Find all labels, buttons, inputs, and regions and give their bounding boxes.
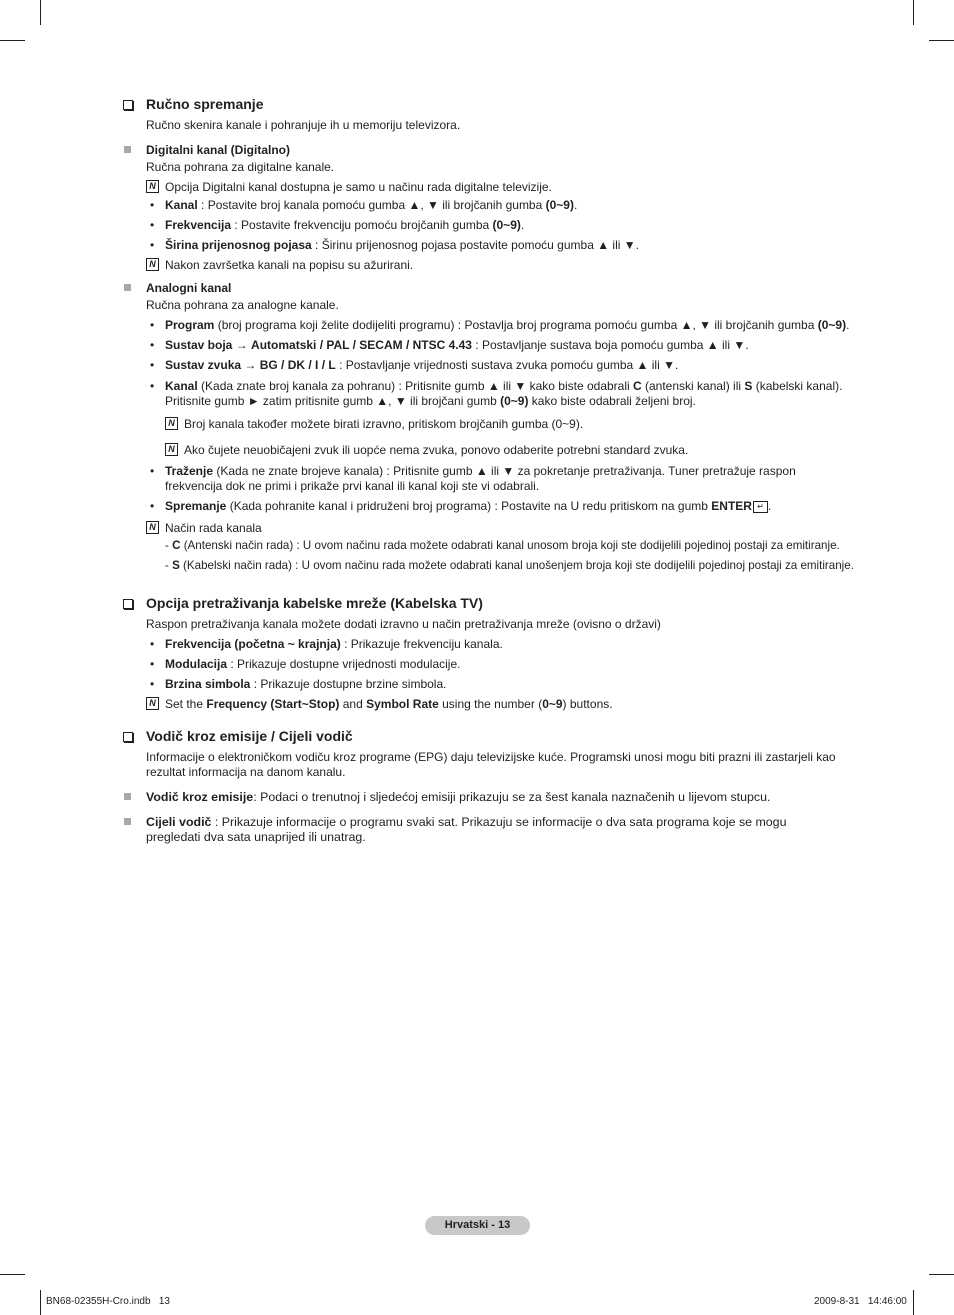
section-intro: Informacije o elektroničkom vodiču kroz programe (EPG) daju televizijske kuće. Programski unosi mogu biti prazni ili zastarjeli kao rezultat informacija na danom kanalu. xyxy=(146,750,836,779)
note-text: Način rada kanala xyxy=(165,521,262,535)
dash-item: - S (Kabelski način rada) : U ovom načinu rada možete odabrati kanal unošenjem broja koji ste dodijelili pojedinoj postaji za emitiranje. xyxy=(165,559,854,572)
crop-mark xyxy=(913,1290,914,1315)
list-item: Frekvencija : Postavite frekvenciju pomoću brojčanih gumba (0~9). xyxy=(165,218,525,232)
bullet: • xyxy=(150,499,155,513)
crop-mark xyxy=(40,1290,41,1315)
enter-icon: ↵ xyxy=(753,501,768,513)
list-item: Brzina simbola : Prikazuje dostupne brzine simbola. xyxy=(165,677,447,691)
subsection-heading: Digitalni kanal (Digitalno) xyxy=(146,143,291,157)
note-icon: N xyxy=(146,697,159,710)
square-bullet-icon xyxy=(124,284,131,291)
crop-mark xyxy=(929,1274,954,1275)
bullet: • xyxy=(150,464,155,478)
bullet: • xyxy=(150,218,155,232)
bullet: • xyxy=(150,637,155,651)
note-icon: N xyxy=(146,180,159,193)
subsection-desc: Ručna pohrana za digitalne kanale. xyxy=(146,160,335,174)
subsection-heading: Analogni kanal xyxy=(146,281,232,295)
crop-mark xyxy=(0,40,25,41)
note-icon: N xyxy=(165,417,178,430)
list-item: Modulacija : Prikazuje dostupne vrijednosti modulacije. xyxy=(165,657,461,671)
section-title: Ručno spremanje xyxy=(146,96,264,112)
bullet: • xyxy=(150,657,155,671)
bullet: • xyxy=(150,198,155,212)
list-item: Sustav boja → Automatski / PAL / SECAM / NTSC 4.43 : Postavljanje sustava boja pomoću gumba ▲ ili ▼. xyxy=(165,338,749,352)
crop-mark xyxy=(40,0,41,25)
note-text: Set the Frequency (Start~Stop) and Symbol Rate using the number (0~9) buttons. xyxy=(165,697,613,711)
bullet: • xyxy=(150,318,155,332)
section-intro: Ručno skenira kanale i pohranjuje ih u memoriju televizora. xyxy=(146,118,461,132)
note-text: Nakon završetka kanali na popisu su ažurirani. xyxy=(165,258,414,272)
list-item: Spremanje (Kada pohranite kanal i pridruženi broj programa) : Postavite na U redu pritiskom na gumb ENTER ↵ . xyxy=(165,499,772,513)
list-item-continued: Pritisnite gumb ► zatim pritisnite gumb ▲, ▼ ili brojčani gumb (0~9) kako biste odabrali željeni broj. xyxy=(165,394,696,408)
list-item: Širina prijenosnog pojasa : Širinu prijenosnog pojasa postavite pomoću gumba ▲ ili ▼. xyxy=(165,238,639,252)
square-bullet-icon xyxy=(124,818,131,825)
list-item: Frekvencija (početna ~ krajnja) : Prikazuje frekvenciju kanala. xyxy=(165,637,503,651)
list-item: Sustav zvuka → BG / DK / I / L : Postavljanje vrijednosti sustava zvuka pomoću gumba ▲ ili ▼. xyxy=(165,358,679,372)
crop-mark xyxy=(929,40,954,41)
note-icon: N xyxy=(165,443,178,456)
list-item: Program (broj programa koji želite dodijeliti programu) : Postavlja broj programa pomoću gumba ▲, ▼ ili brojčanih gumba (0~9). xyxy=(165,318,850,332)
page-number-badge: Hrvatski - 13 xyxy=(425,1216,530,1235)
list-item: Kanal (Kada znate broj kanala za pohranu) : Pritisnite gumb ▲ ili ▼ kako biste odabrali C (antenski kanal) ili S (kabelski kanal). xyxy=(165,379,843,393)
footer-file: BN68-02355H-Cro.indb 13 xyxy=(46,1296,170,1307)
footer-datetime: 2009-8-31 14:46:00 xyxy=(814,1296,907,1307)
checkbox-icon xyxy=(123,732,133,742)
square-bullet-icon xyxy=(124,793,131,800)
note-text: Broj kanala također možete birati izravno, pritiskom brojčanih gumba (0~9). xyxy=(184,417,584,431)
bullet: • xyxy=(150,379,155,393)
bullet: • xyxy=(150,677,155,691)
dash-item: - C (Antenski način rada) : U ovom načinu rada možete odabrati kanal unosom broja koji ste dodijelili pojedinoj postaji za emitiranje. xyxy=(165,539,840,552)
list-item: Traženje (Kada ne znate brojeve kanala) : Pritisnite gumb ▲ ili ▼ za pokretanje pretraživanja. Tuner pretražuje raspon xyxy=(165,464,796,478)
list-item: Kanal : Postavite broj kanala pomoću gumba ▲, ▼ ili brojčanih gumba (0~9). xyxy=(165,198,578,212)
bullet: • xyxy=(150,338,155,352)
crop-mark xyxy=(913,0,914,25)
note-text: Ako čujete neuobičajeni zvuk ili uopće nema zvuka, ponovo odaberite potrebni standard zvuka. xyxy=(184,443,689,457)
guide-item: Cijeli vodič : Prikazuje informacije o programu svaki sat. Prikazuju se informacije o dva sata programa koje se mogu pregledati dva sata unaprijed ili unatrag. xyxy=(146,815,787,844)
square-bullet-icon xyxy=(124,146,131,153)
section-title: Opcija pretraživanja kabelske mreže (Kabelska TV) xyxy=(146,595,483,611)
crop-mark xyxy=(0,1274,25,1275)
bullet: • xyxy=(150,358,155,372)
note-icon: N xyxy=(146,258,159,271)
note-icon: N xyxy=(146,521,159,534)
checkbox-icon xyxy=(123,100,133,110)
bullet: • xyxy=(150,238,155,252)
guide-item: Vodič kroz emisije: Podaci o trenutnoj i sljedećoj emisiji prikazuju se za šest kanala naznačenih u lijevom stupcu. xyxy=(146,790,771,804)
section-intro: Raspon pretraživanja kanala možete dodati izravno u način pretraživanja mreže (ovisno o državi) xyxy=(146,617,661,631)
subsection-desc: Ručna pohrana za analogne kanale. xyxy=(146,298,339,312)
checkbox-icon xyxy=(123,599,133,609)
section-title: Vodič kroz emisije / Cijeli vodič xyxy=(146,728,353,744)
list-item-continued: frekvencija dok ne primi i prikaže prvi kanal ili kanal koji ste vi odabrali. xyxy=(165,479,540,493)
note-text: Opcija Digitalni kanal dostupna je samo u načinu rada digitalne televizije. xyxy=(165,180,552,194)
